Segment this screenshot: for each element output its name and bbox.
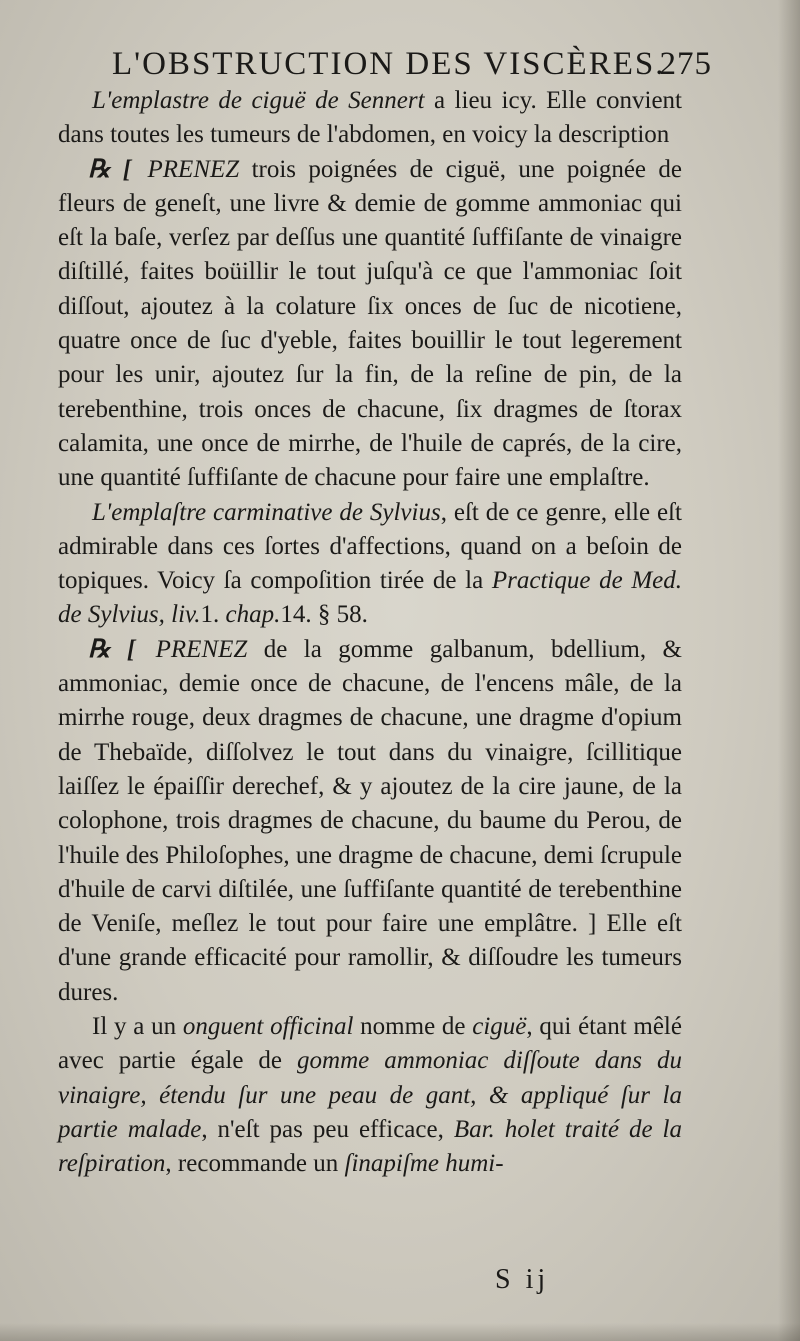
italic-span: ſinapiſme humi-: [344, 1150, 504, 1178]
text-span: 14. § 58.: [280, 601, 368, 629]
text-span: a lieu icy. Elle convient dans toutes les tumeurs de l'abdomen, en voicy la description: [58, 87, 682, 149]
italic-span: Practique de Med. de Sylvius, liv.: [58, 567, 682, 629]
text-span: de la gomme galbanum, bdellium, & ammoniac, demie once de chacune, de l'encens mâle, de la mirrhe rouge, deux dragmes de chacune, une dragme d'opium de Thebaïde, diſſolvez le tout dans du vinaigre, ſcillitique laiſſez le épaiſſir derechef, & y ajoutez de la cire jaune, de la colophone, trois dragmes de chacune, du baume du Perou, de l'huile des Philoſophes, une dragme de chacune, demi ſcrupule d'huile de carvi diſtilée, une ſuffiſante quantité de terebenthine de Veniſe, meſlez le tout pour faire une emplâtre. ] Elle eſt d'une grande efficacité pour ramollir, & diſſoudre les tumeurs dures.: [58, 635, 682, 1006]
paragraph-4: [58, 633, 682, 1010]
text-span: 1.: [200, 601, 226, 629]
text-span: trois poignées de ciguë, une poignée de fleurs de geneſt, une livre & demie de gomme ammoniac qui eſt la baſe, verſez par deſſus une quantité ſuffiſante de vinaigre diſtillé, faites boüillir le tout juſqu'à ce que l'ammoniac ſoit diſſout, ajoutez à la colature ſix onces de ſuc de nicotiene, quatre once de ſuc d'yeble, faites bouillir le tout legerement pour les unir, ajoutez ſur la fin, de la reſine de pin, de la terebenthine, trois onces de chacune, ſix dragmes de ſtorax calamita, une once de mirrhe, de l'huile de caprés, de la cire, une quantité ſuffiſante de chacune pour faire une emplaſtre.: [58, 155, 682, 492]
italic-span: Bar. holet traité de la reſpiration: [58, 1115, 682, 1178]
italic-span: ciguë: [472, 1013, 527, 1041]
italic-span: PRENEZ: [155, 635, 248, 663]
text-span: nomme de: [353, 1013, 473, 1041]
text-span: , recommande un: [165, 1150, 345, 1178]
paragraph-5: [58, 1010, 682, 1181]
text-span: , qui étant mêlé avec partie égale de: [58, 1013, 682, 1075]
paragraph-1: [58, 84, 682, 153]
italic-span: L'emplaſtre carminative de Sylvius: [92, 498, 441, 526]
text-span: , eſt de ce genre, elle eſt admirable dans ces ſortes d'affections, quand on a beſoin de topiques. Voicy ſa compoſition tirée de la: [58, 498, 682, 595]
italic-span: chap.: [225, 601, 281, 629]
text-span: , n'eſt pas peu efficace,: [201, 1115, 454, 1143]
printer-signature: S ij: [495, 1264, 550, 1295]
recipe-symbol: ℞ [: [88, 155, 144, 183]
recipe-symbol: ℞ [: [88, 635, 152, 663]
italic-span: PRENEZ: [147, 155, 240, 183]
text-span: Il y a un: [92, 1013, 183, 1041]
paragraph-3: [58, 496, 682, 633]
italic-span: L'emplastre de ciguë de Sennert: [92, 87, 425, 114]
paragraph-2: [58, 153, 682, 496]
italic-span: onguent officinal: [182, 1013, 354, 1041]
running-header: [112, 46, 712, 86]
body-text: [58, 84, 682, 1182]
italic-span: gomme ammoniac diſſoute dans du vinaigre, étendu ſur une peau de gant, & appliqué ſur la partie malade: [58, 1047, 682, 1143]
page-number: 275: [659, 46, 712, 82]
running-title: L'OBSTRUCTION DES VISCÈRES.: [112, 46, 666, 82]
page-edge-shadow: [778, 0, 800, 1341]
page-bottom-shadow: [0, 1323, 800, 1341]
